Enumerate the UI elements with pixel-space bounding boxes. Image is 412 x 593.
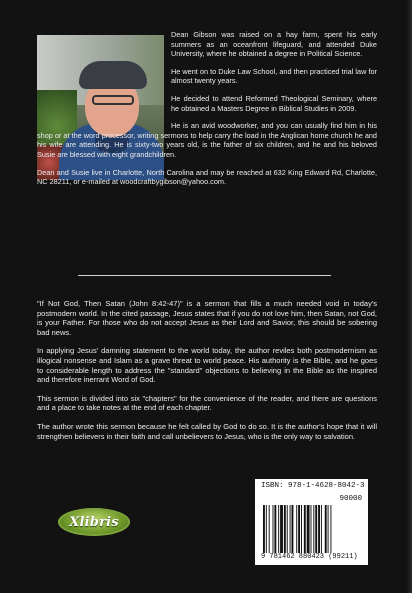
bio-paragraph-3: He decided to attend Reformed Theological Seminary, where he obtained a Masters Degree in Biblical Studies in 2009. xyxy=(171,93,377,113)
barcode-box xyxy=(255,479,368,565)
price-code: 90000 xyxy=(339,495,362,503)
bio-paragraph-2: He went on to Duke Law School, and then practiced trial law for almost twenty years. xyxy=(171,66,377,86)
description-paragraph-2: In applying Jesus' damning statement to the world today, the author reviles both postmodernism as illogical nonsense and Islam as a grave threat to world peace. His authority is the Bible, and he goes to considerable length to address the "standard" objections to believing in the Bible as the inspired and therefore inerrant Word of God. xyxy=(37,346,377,385)
section-divider xyxy=(78,275,331,276)
bio-paragraph-5: Dean and Susie live in Charlotte, North Carolina and may be reached at 632 King Edward Rd, Charlotte, NC 28211, or e-mailed at woodcraftbygibson@yahoo.com. xyxy=(37,167,377,187)
description-paragraph-3: This sermon is divided into six "chapters" for the convenience of the reader, and there are questions and a place to take notes at the end of each chapter. xyxy=(37,393,377,413)
spine-edge xyxy=(406,0,412,593)
barcode-bars xyxy=(261,505,363,553)
publisher-logo-text: Xlibris xyxy=(69,514,119,530)
description-paragraph-1: "If Not God, Then Satan (John 8:42-47)" is a sermon that fills a much needed void in today's postmodern world. In the cited passage, Jesus states that if you do not love him, then Satan, not God, is your Father. For those who do not accept Jesus as their Lord and Savior, this should be sobering bad news. xyxy=(37,299,377,337)
publisher-logo xyxy=(58,508,130,536)
barcode-digits: 9 781462 880423 (99211) xyxy=(261,553,358,561)
author-bio xyxy=(37,30,377,195)
book-description xyxy=(37,299,377,450)
description-paragraph-4: The author wrote this sermon because he felt called by God to do so. It is the author's hope that it will strengthen believers in their faith and call unbelievers to Jesus, who is the only way to salvation. xyxy=(37,421,377,441)
bio-paragraph-1: Dean Gibson was raised on a hay farm, spent his early summers as an oceanfront lifeguard, and attended Duke University, where he obtained a degree in Political Science. xyxy=(171,30,377,59)
isbn-label: ISBN: 978-1-4628-8042-3 xyxy=(261,482,365,490)
bio-paragraph-4: He is an avid woodworker, and you can usually find him in his shop or at the word processor, writing sermons to help carry the load in the Anglican home church he and his wife are attending. He is sixty-two years old, is the father of six children, and he and his beloved Susie are blessed with eight grandchildren. xyxy=(37,121,377,159)
